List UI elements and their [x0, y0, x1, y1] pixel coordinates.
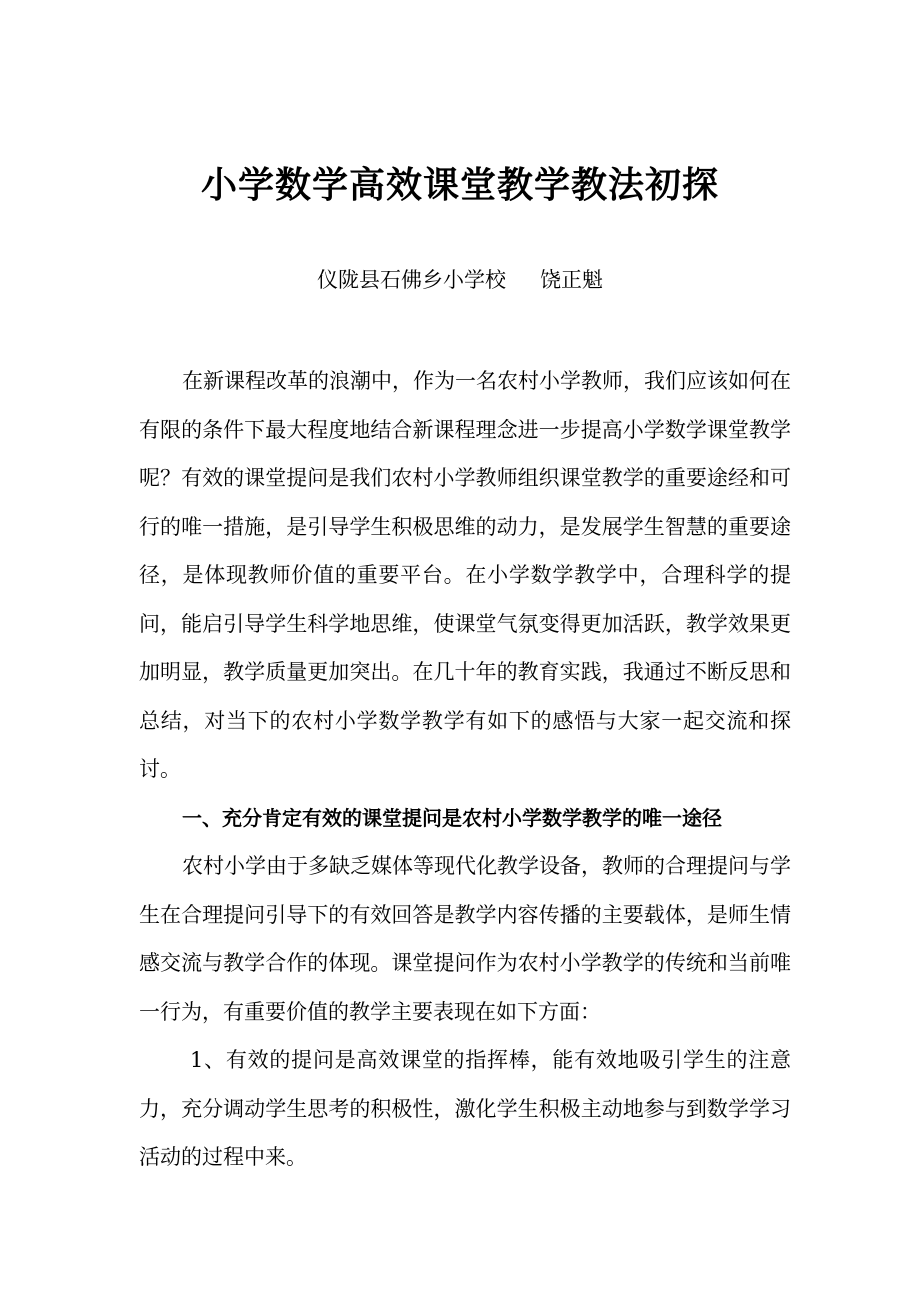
author-school: 仪陇县石佛乡小学校: [317, 268, 506, 292]
author-byline: [0, 264, 920, 296]
point-one-paragraph: 1、有效的提问是高效课堂的指挥棒，能有效地吸引学生的注意力，充分调动学生思考的积极性，激化学生积极主动地参与到数学学习活动的过程中来。: [139, 1048, 791, 1169]
section-heading: 一、充分肯定有效的课堂提问是农村小学数学教学的唯一途径: [182, 805, 722, 830]
document-body: [139, 357, 791, 1182]
document-title: 小学数学高效课堂教学教法初探: [200, 165, 719, 206]
intro-paragraph: 在新课程改革的浪潮中，作为一名农村小学教师，我们应该如何在有限的条件下最大程度地结合新课程理念进一步提高小学数学课堂教学呢？有效的课堂提问是我们农村小学教师组织课堂教学的重要途经和可行的唯一措施，是引导学生积极思维的动力，是发展学生智慧的重要途径，是体现教师价值的重要平台。在小学数学教学中，合理科学的提问，能启引导学生科学地思维，使课堂气氛变得更加活跃，教学效果更加明显，教学质量更加突出。在几十年的教育实践，我通过不断反思和总结，对当下的农村小学数学教学有如下的感悟与大家一起交流和探讨。: [139, 369, 791, 781]
section-paragraph: 农村小学由于多缺乏媒体等现代化教学设备，教师的合理提问与学生在合理提问引导下的有效回答是教学内容传播的主要载体，是师生情感交流与教学合作的体现。课堂提问作为农村小学教学的传统和当前唯一行为，有重要价值的教学主要表现在如下方面：: [139, 854, 791, 1024]
author-name: 饶正魁: [540, 268, 603, 292]
